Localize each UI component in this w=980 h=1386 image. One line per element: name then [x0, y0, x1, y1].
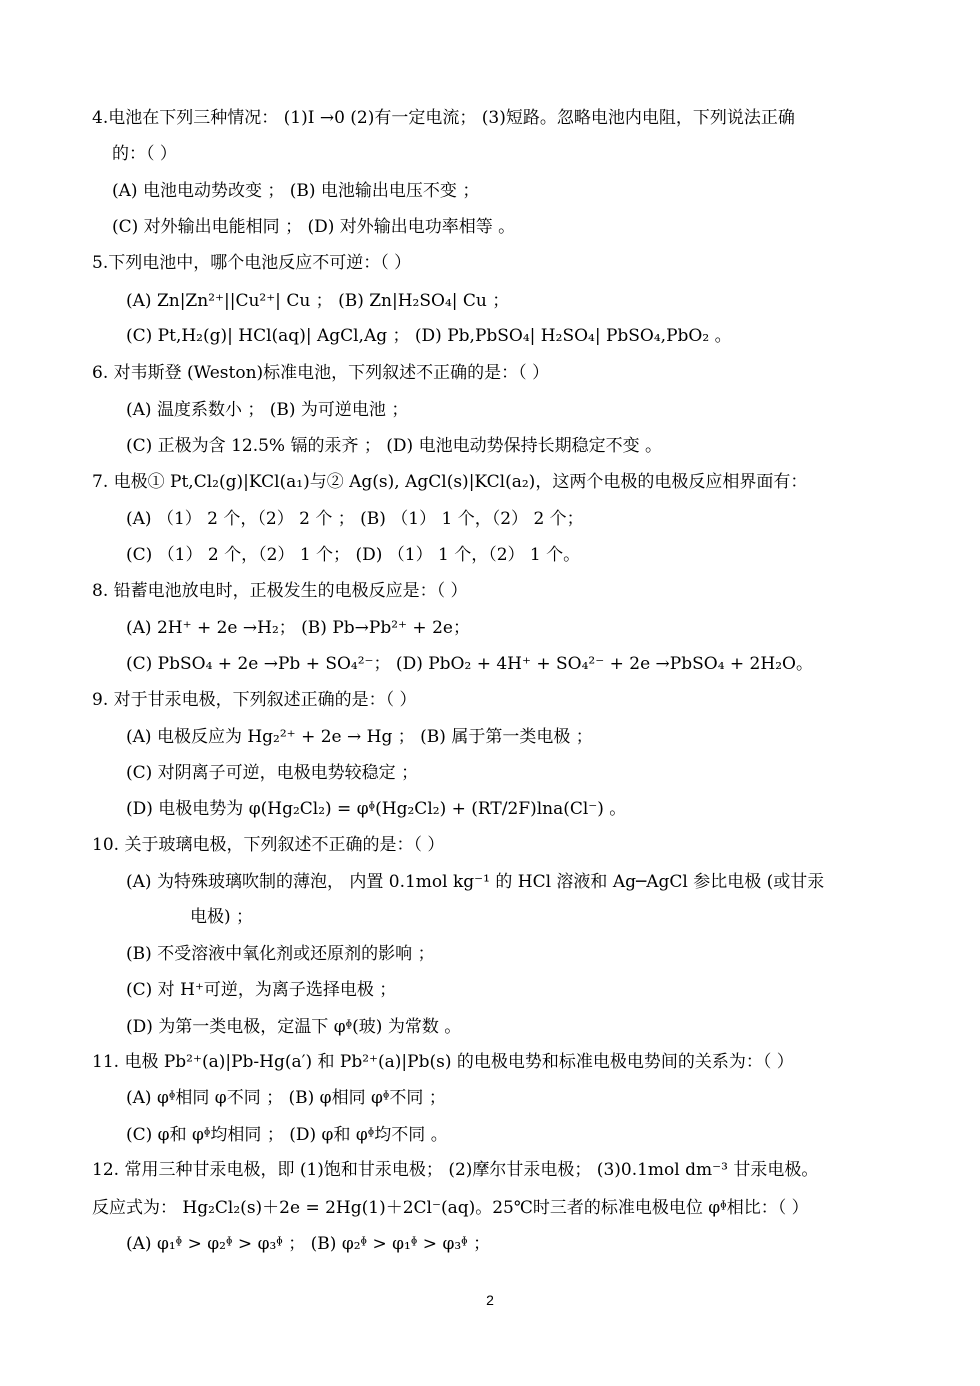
question-4-options-ab: (A) 电池电动势改变 ； (B) 电池输出电压不变 ；	[112, 181, 480, 201]
question-5-options-ab: (A) Zn|Zn²⁺||Cu²⁺| Cu ； (B) Zn|H₂SO₄| Cu ；	[126, 291, 510, 311]
question-6-options-ab: (A) 温度系数小 ； (B) 为可逆电池 ；	[126, 400, 409, 420]
question-6-options-cd: (C) 正极为含 12.5% 镉的汞齐 ； (D) 电池电动势保持长期稳定不变 。	[126, 436, 662, 456]
question-9-option-d: (D) 电极电势为 φ(Hg₂Cl₂) = φᶲ(Hg₂Cl₂) + (RT/2F)lna(Cl⁻) 。	[126, 799, 627, 819]
question-10-option-b: (B) 不受溶液中氧化剂或还原剂的影响 ；	[126, 944, 435, 964]
question-7-options-cd: (C) （1） 2 个，（2） 1 个； (D) （1） 1 个，（2） 1 个。	[126, 545, 581, 565]
question-4-stem: 4.电池在下列三种情况： (1)I →0 (2)有一定电流； (3)短路。忽略电池内电阻，下列说法正确	[92, 108, 795, 128]
question-9-option-c: (C) 对阴离子可逆，电极电势较稳定 ；	[126, 763, 419, 783]
question-4-stem-cont: 的：（ ）	[112, 144, 177, 164]
question-6-stem: 6. 对韦斯登 (Weston)标准电池，下列叙述不正确的是：（ ）	[92, 363, 550, 383]
question-5-stem: 5.下列电池中，哪个电池反应不可逆：（ ）	[92, 253, 412, 273]
question-11-stem: 11. 电极 Pb²⁺(a)|Pb-Hg(a′) 和 Pb²⁺(a)|Pb(s) 的电极电势和标准电极电势间的关系为：（ ）	[92, 1052, 794, 1072]
question-12-stem-cont: 反应式为： Hg₂Cl₂(s)＋2e = 2Hg(1)＋2Cl⁻(aq)。25℃时三者的标准电极电位 φᶲ相比：（ ）	[92, 1198, 809, 1218]
question-7-options-ab: (A) （1） 2 个，（2） 2 个 ； (B) （1） 1 个，（2） 2 个；	[126, 509, 584, 529]
question-12-stem: 12. 常用三种甘汞电极，即 (1)饱和甘汞电极； (2)摩尔甘汞电极； (3)0.1mol dm⁻³ 甘汞电极。	[92, 1160, 819, 1180]
question-10-option-a: (A) 为特殊玻璃吹制的薄泡， 内置 0.1mol kg⁻¹ 的 HCl 溶液和 Ag─AgCl 参比电极 (或甘汞	[126, 872, 825, 892]
question-4-options-cd: (C) 对外输出电能相同 ； (D) 对外输出电功率相等 。	[112, 217, 516, 237]
question-8-options-ab: (A) 2H⁺ + 2e →H₂； (B) Pb→Pb²⁺ + 2e；	[126, 618, 470, 638]
question-7-stem: 7. 电极① Pt,Cl₂(g)|KCl(a₁)与② Ag(s), AgCl(s)|KCl(a₂)，这两个电极的电极反应相界面有：	[92, 472, 808, 492]
question-5-options-cd: (C) Pt,H₂(g)| HCl(aq)| AgCl,Ag ； (D) Pb,PbSO₄| H₂SO₄| PbSO₄,PbO₂ 。	[126, 326, 732, 346]
question-9-stem: 9. 对于甘汞电极，下列叙述正确的是：（ ）	[92, 690, 417, 710]
question-10-option-a-cont: 电极) ；	[190, 907, 254, 927]
question-11-options-ab: (A) φᶲ相同 φ不同 ； (B) φ相同 φᶲ不同 ；	[126, 1088, 446, 1108]
question-8-stem: 8. 铅蓄电池放电时，正极发生的电极反应是：（ ）	[92, 581, 468, 601]
question-10-option-d: (D) 为第一类电极，定温下 φᶲ(玻) 为常数 。	[126, 1017, 462, 1037]
page-number: 2	[486, 1292, 494, 1308]
question-10-option-c: (C) 对 H⁺可逆，为离子选择电极 ；	[126, 980, 397, 1000]
question-11-options-cd: (C) φ和 φᶲ均相同 ； (D) φ和 φᶲ均不同 。	[126, 1125, 448, 1145]
question-10-stem: 10. 关于玻璃电极，下列叙述不正确的是：（ ）	[92, 835, 445, 855]
question-8-options-cd: (C) PbSO₄ + 2e →Pb + SO₄²⁻； (D) PbO₂ + 4H⁺ + SO₄²⁻ + 2e →PbSO₄ + 2H₂O。	[126, 654, 813, 674]
question-9-options-ab: (A) 电极反应为 Hg₂²⁺ + 2e → Hg ； (B) 属于第一类电极 ；	[126, 727, 593, 747]
question-12-options-ab: (A) φ₁ᶲ > φ₂ᶲ > φ₃ᶲ ； (B) φ₂ᶲ > φ₁ᶲ > φ₃ᶲ ；	[126, 1234, 491, 1254]
